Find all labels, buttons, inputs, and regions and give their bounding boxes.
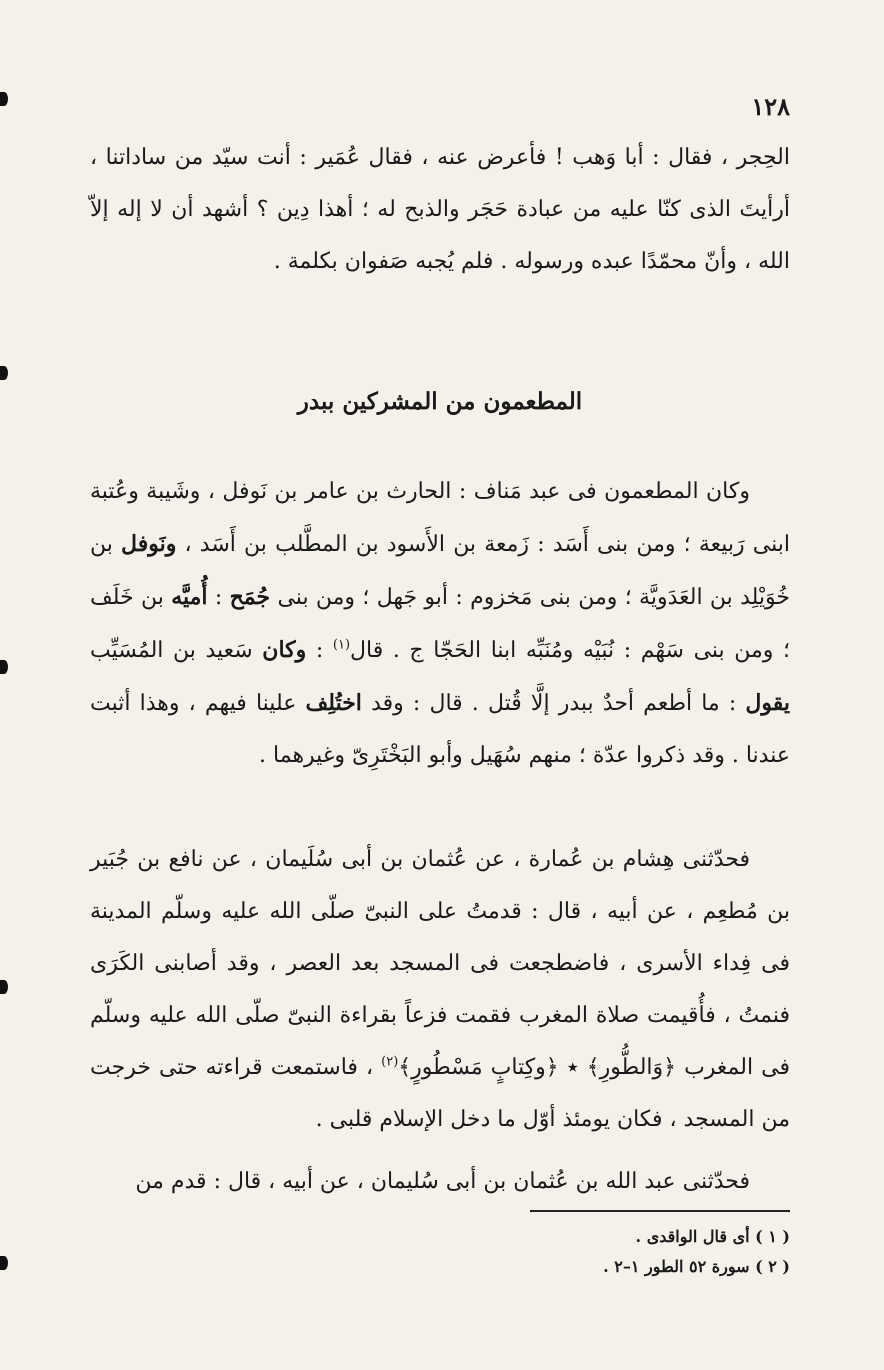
binding-mark [0,92,8,106]
footnote-divider [530,1210,790,1212]
text-run: : [306,638,333,663]
text-run: بن خُوَيْلِد بن العَدَويَّة ؛ ومن بنى مَخزوم : أبو جَهل ؛ ومن بنى [90,532,790,610]
binding-mark [0,1256,8,1270]
paragraph-mutimun [90,466,790,782]
text-run: فحدّثنى هِشام بن عُمارة ، عن عُثمان بن أبى سُلَيمان ، عن نافع بن جُبَير بن مُطعِم ، عن أبيه ، قال : قدمتُ على النبىّ صلّى الله عليه وسلّم المدينة فى فِداء الأسرى ، فاضطجعت فى المسجد بعد العصر ، وقد أصابنى الكَرَى فنمتُ ، فأُقيمت صلاة المغرب فقمت فزعاً بقراءة النبىّ صلّى الله عليه وسلّم فى المغرب ﴿وَالطُّورِ﴾ ٭ ﴿وكِتابٍ مَسْطُورٍ﴾ [90,847,790,1080]
text-run: بن خَلَف ؛ ومن بنى سَهْم : نُبَيْه ومُنَبِّه ابنا الحَجّا ج . قال [90,585,791,663]
binding-mark [0,980,8,994]
page-number: ١٢٨ [751,92,790,121]
bold-word: ونَوفل [121,531,177,557]
bold-word: اختُلِف [305,690,362,716]
footnote-ref-1: (١) [332,637,351,653]
text-run: سَعيد بن المُسَيِّب [90,638,263,663]
footnote-ref-2: (٢) [381,1054,399,1070]
book-page [90,70,790,1310]
text-run: : [207,585,230,610]
text-run: علينا فيهم ، وهذا أثبت عندنا . وقد ذكروا عدّة ؛ منهم سُهَيل وأبو البَخْتَرِىّ وغيرهما . [90,691,790,768]
binding-mark [0,366,8,380]
bold-word: يقول [745,690,790,716]
paragraph-hisham [90,834,790,1146]
bold-word: جُمَح [229,584,271,610]
bold-word: وكان [262,637,307,663]
footnote-2: ( ٢ ) سورة ٥٢ الطور ١–٢ . [603,1257,790,1276]
text-run: ، فاستمعت قراءته حتى خرجت من المسجد ، فكان يومئذ أوّل ما دخل الإسلام قلبى . [90,1055,790,1132]
footnote-1: ( ١ ) أى قال الواقدى . [635,1227,790,1246]
bold-word: أُميَّه [171,584,208,610]
text-run: : ما أطعم أحدٌ ببدر إلَّا قُتل . قال : وقد [361,691,746,716]
footnotes [90,1222,790,1282]
binding-mark [0,660,8,674]
paragraph-abdallah: فحدّثنى عبد الله بن عُثمان بن أبى سُليمان ، عن أبيه ، قال : قدم من [135,1169,750,1194]
section-title: المطعمون من المشركين ببدر [297,388,583,415]
intro-paragraph: الحِجر ، فقال : أبا وَهب ! فأعرض عنه ، فقال عُمَير : أنت سيّد من ساداتنا ، أرأيتَ الذى كنّا عليه من عبادة حَجَر والذبح له ؛ أهذا دِين ؟ أشهد أن لا إله إلاّ الله ، وأنّ محمّدًا عبده ورسوله . فلم يُجبه صَفوان بكلمة . [90,145,790,274]
text-run: وكان المطعمون فى عبد مَناف : الحارث بن عامر بن نَوفل ، وشَيبة وعُتبة ابنى رَبيعة ؛ ومن بنى أَسَد : زَمعة بن الأَسود بن المطَّلب بن أَسَد ، [90,479,790,557]
